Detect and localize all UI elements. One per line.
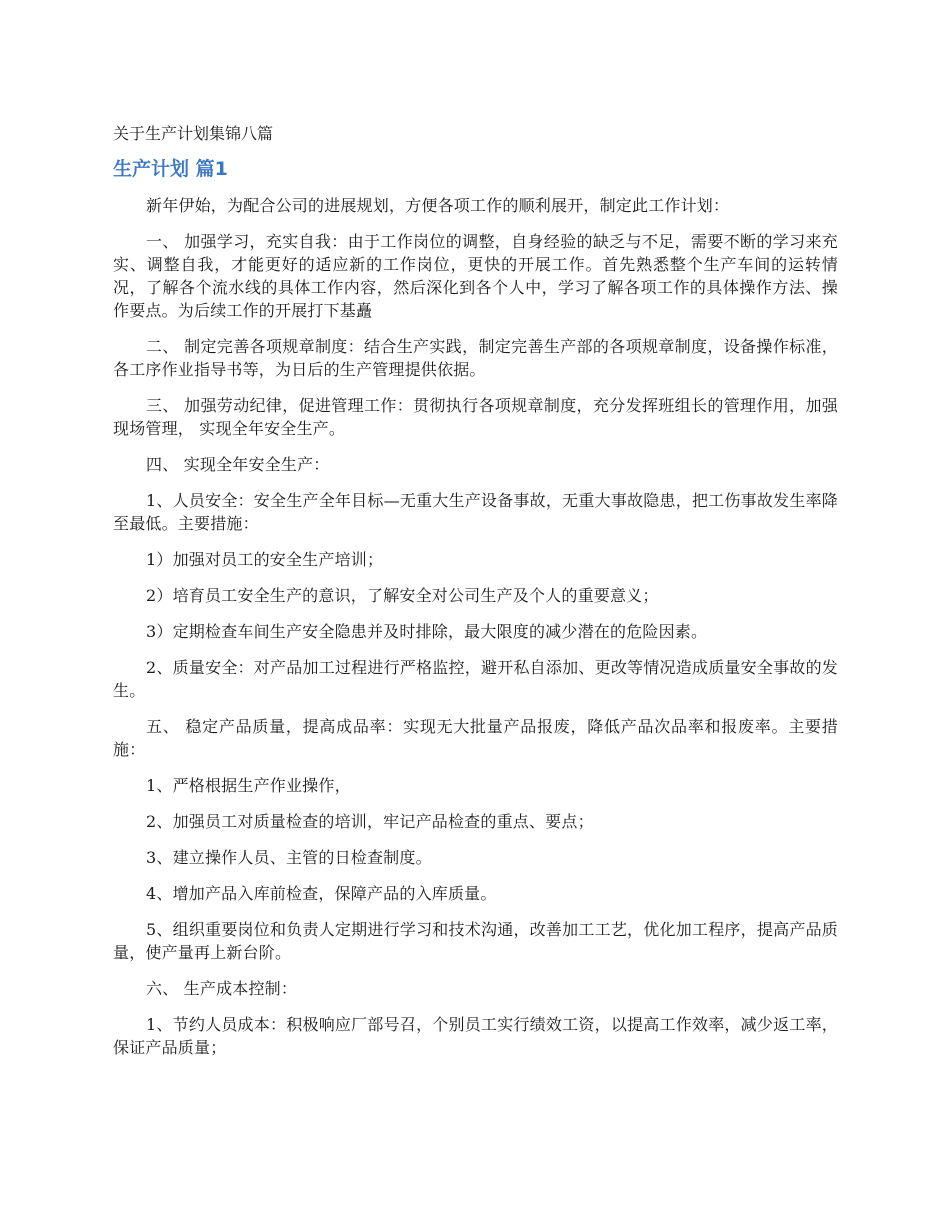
paragraph-cost-1: 1、节约人员成本：积极响应厂部号召，个别员工实行绩效工资，以提高工作效率，减少返工率，保证产品质量； xyxy=(113,1015,838,1057)
paragraph-item-5: 五、 稳定产品质量，提高成品率：实现无大批量产品报废，降低产品次品率和报废率。主要措施： xyxy=(113,717,838,759)
paragraph-quality-1: 1、严格根据生产作业操作， xyxy=(146,776,351,795)
paragraph-item-1: 一、 加强学习，充实自我：由于工作岗位的调整，自身经验的缺乏与不足，需要不断的学习来充实、调整自我，才能更好的适应新的工作岗位，更快的开展工作。首先熟悉整个生产车间的运转情况，了解各个流水线的具体工作内容，然后深化到各个人中，学习了解各项工作的具体操作方法、操作要点。为后续工作的开展打下基矗 xyxy=(113,232,838,320)
paragraph-item-4: 四、 实现全年安全生产： xyxy=(146,455,330,474)
paragraph-item-2: 二、 制定完善各项规章制度：结合生产实践，制定完善生产部的各项规章制度，设备操作标准，各工序作业指导书等，为日后的生产管理提供依据。 xyxy=(113,337,838,379)
section-heading: 生产计划 篇1 xyxy=(113,158,228,180)
paragraph-measure-3: 3）定期检查车间生产安全隐患并及时排除，最大限度的减少潜在的危险因素。 xyxy=(146,622,708,641)
paragraph-quality-safety: 2、质量安全：对产品加工过程进行严格监控，避开私自添加、更改等情况造成质量安全事故的发生。 xyxy=(113,658,838,700)
document-title: 关于生产计划集锦八篇 xyxy=(113,124,274,143)
paragraph-item-6: 六、 生产成本控制： xyxy=(146,979,298,998)
paragraph-measure-2: 2）培育员工安全生产的意识，了解安全对公司生产及个人的重要意义； xyxy=(146,586,659,605)
document-page xyxy=(113,122,838,1072)
paragraph-item-3: 三、 加强劳动纪律，促进管理工作：贯彻执行各项规章制度，充分发挥班组长的管理作用，加强现场管理， 实现全年安全生产。 xyxy=(113,396,838,438)
paragraph-quality-4: 4、增加产品入库前检查，保障产品的入库质量。 xyxy=(146,884,497,903)
paragraph-measure-1: 1）加强对员工的安全生产培训； xyxy=(146,550,384,569)
paragraph-quality-2: 2、加强员工对质量检查的培训，牢记产品检查的重点、要点； xyxy=(146,812,594,831)
paragraph-personnel-safety: 1、人员安全：安全生产全年目标—无重大生产设备事故，无重大事故隐患，把工伤事故发生率降至最低。主要措施： xyxy=(113,491,838,533)
paragraph-intro: 新年伊始，为配合公司的进展规划，方便各项工作的顺利展开，制定此工作计划： xyxy=(146,196,730,215)
paragraph-quality-3: 3、建立操作人员、主管的日检查制度。 xyxy=(146,848,432,867)
paragraph-quality-5: 5、组织重要岗位和负责人定期进行学习和技术沟通，改善加工工艺，优化加工程序，提高产品质量，使产量再上新台阶。 xyxy=(113,920,838,962)
